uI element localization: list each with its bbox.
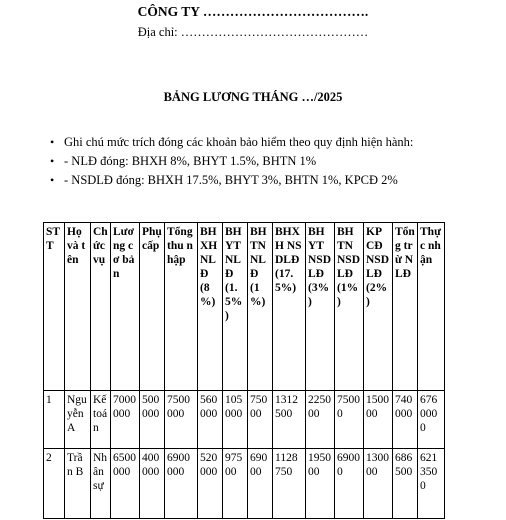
table-header-row [44, 223, 445, 391]
note-item: • - NSDLĐ đóng: BHXH 17.5%, BHYT 3%, BHTN 1%, KPCĐ 2% [50, 171, 413, 190]
table-cell: 686500 [393, 449, 418, 519]
table-cell: 69000 [335, 449, 364, 519]
table-row [44, 449, 445, 519]
table-cell: 75000 [335, 391, 364, 449]
table-cell: 7500000 [165, 391, 198, 449]
table-cell: 1312500 [273, 391, 306, 449]
table-cell: 6760000 [418, 391, 445, 449]
table-cell: 7000000 [111, 391, 140, 449]
table-cell: 6213500 [418, 449, 445, 519]
table-cell: 150000 [364, 391, 393, 449]
note-item: • - NLĐ đóng: BHXH 8%, BHYT 1.5%, BHTN 1% [50, 152, 413, 171]
table-cell: 6500000 [111, 449, 140, 519]
column-header: BHTN NSDLĐ (1%) [335, 223, 364, 391]
table-cell: 75000 [248, 391, 273, 449]
note-item: • Ghi chú mức trích đóng các khoản bảo hiểm theo quy định hiện hành: [50, 133, 413, 152]
table-cell: 225000 [306, 391, 335, 449]
column-header: Tổng thu nhập [165, 223, 198, 391]
column-header: BHTN NLĐ (1%) [248, 223, 273, 391]
column-header: Chức vụ [91, 223, 111, 391]
table-cell: 195000 [306, 449, 335, 519]
insurance-notes [50, 133, 413, 190]
column-header: Lương cơ bản [111, 223, 140, 391]
table-cell: 97500 [223, 449, 248, 519]
table-cell: 520000 [198, 449, 223, 519]
column-header: BHXH NLĐ (8%) [198, 223, 223, 391]
table-cell: 500000 [140, 391, 165, 449]
table-cell: 740000 [393, 391, 418, 449]
payroll-table [43, 222, 445, 519]
column-header: Họ và tên [65, 223, 91, 391]
column-header: Phụ cấp [140, 223, 165, 391]
table-cell: Kế toán [91, 391, 111, 449]
document-title: BẢNG LƯƠNG THÁNG …/2025 [163, 90, 343, 104]
column-header: Thực nhận [418, 223, 445, 391]
column-header: BHYT NSDLĐ (3%) [306, 223, 335, 391]
table-cell: Nhân sự [91, 449, 111, 519]
table-cell: 1 [44, 391, 65, 449]
company-name: CÔNG TY ………………………………. [137, 4, 369, 19]
table-cell: 69000 [248, 449, 273, 519]
table-cell: 130000 [364, 449, 393, 519]
table-cell: 2 [44, 449, 65, 519]
table-cell: 400000 [140, 449, 165, 519]
company-address: Địa chỉ: ……………………………………… [137, 25, 369, 39]
table-cell: 1128750 [273, 449, 306, 519]
column-header: KPCĐ NSDLĐ (2%) [364, 223, 393, 391]
column-header: BHXH NSDLĐ (17.5%) [273, 223, 306, 391]
table-cell: 560000 [198, 391, 223, 449]
column-header: BHYT NLĐ (1.5%) [223, 223, 248, 391]
table-row [44, 391, 445, 449]
column-header: STT [44, 223, 65, 391]
table-cell: Trần B [65, 449, 91, 519]
column-header: Tổng trừ NLĐ [393, 223, 418, 391]
table-cell: 6900000 [165, 449, 198, 519]
table-cell: 105000 [223, 391, 248, 449]
table-cell: Nguyễn A [65, 391, 91, 449]
